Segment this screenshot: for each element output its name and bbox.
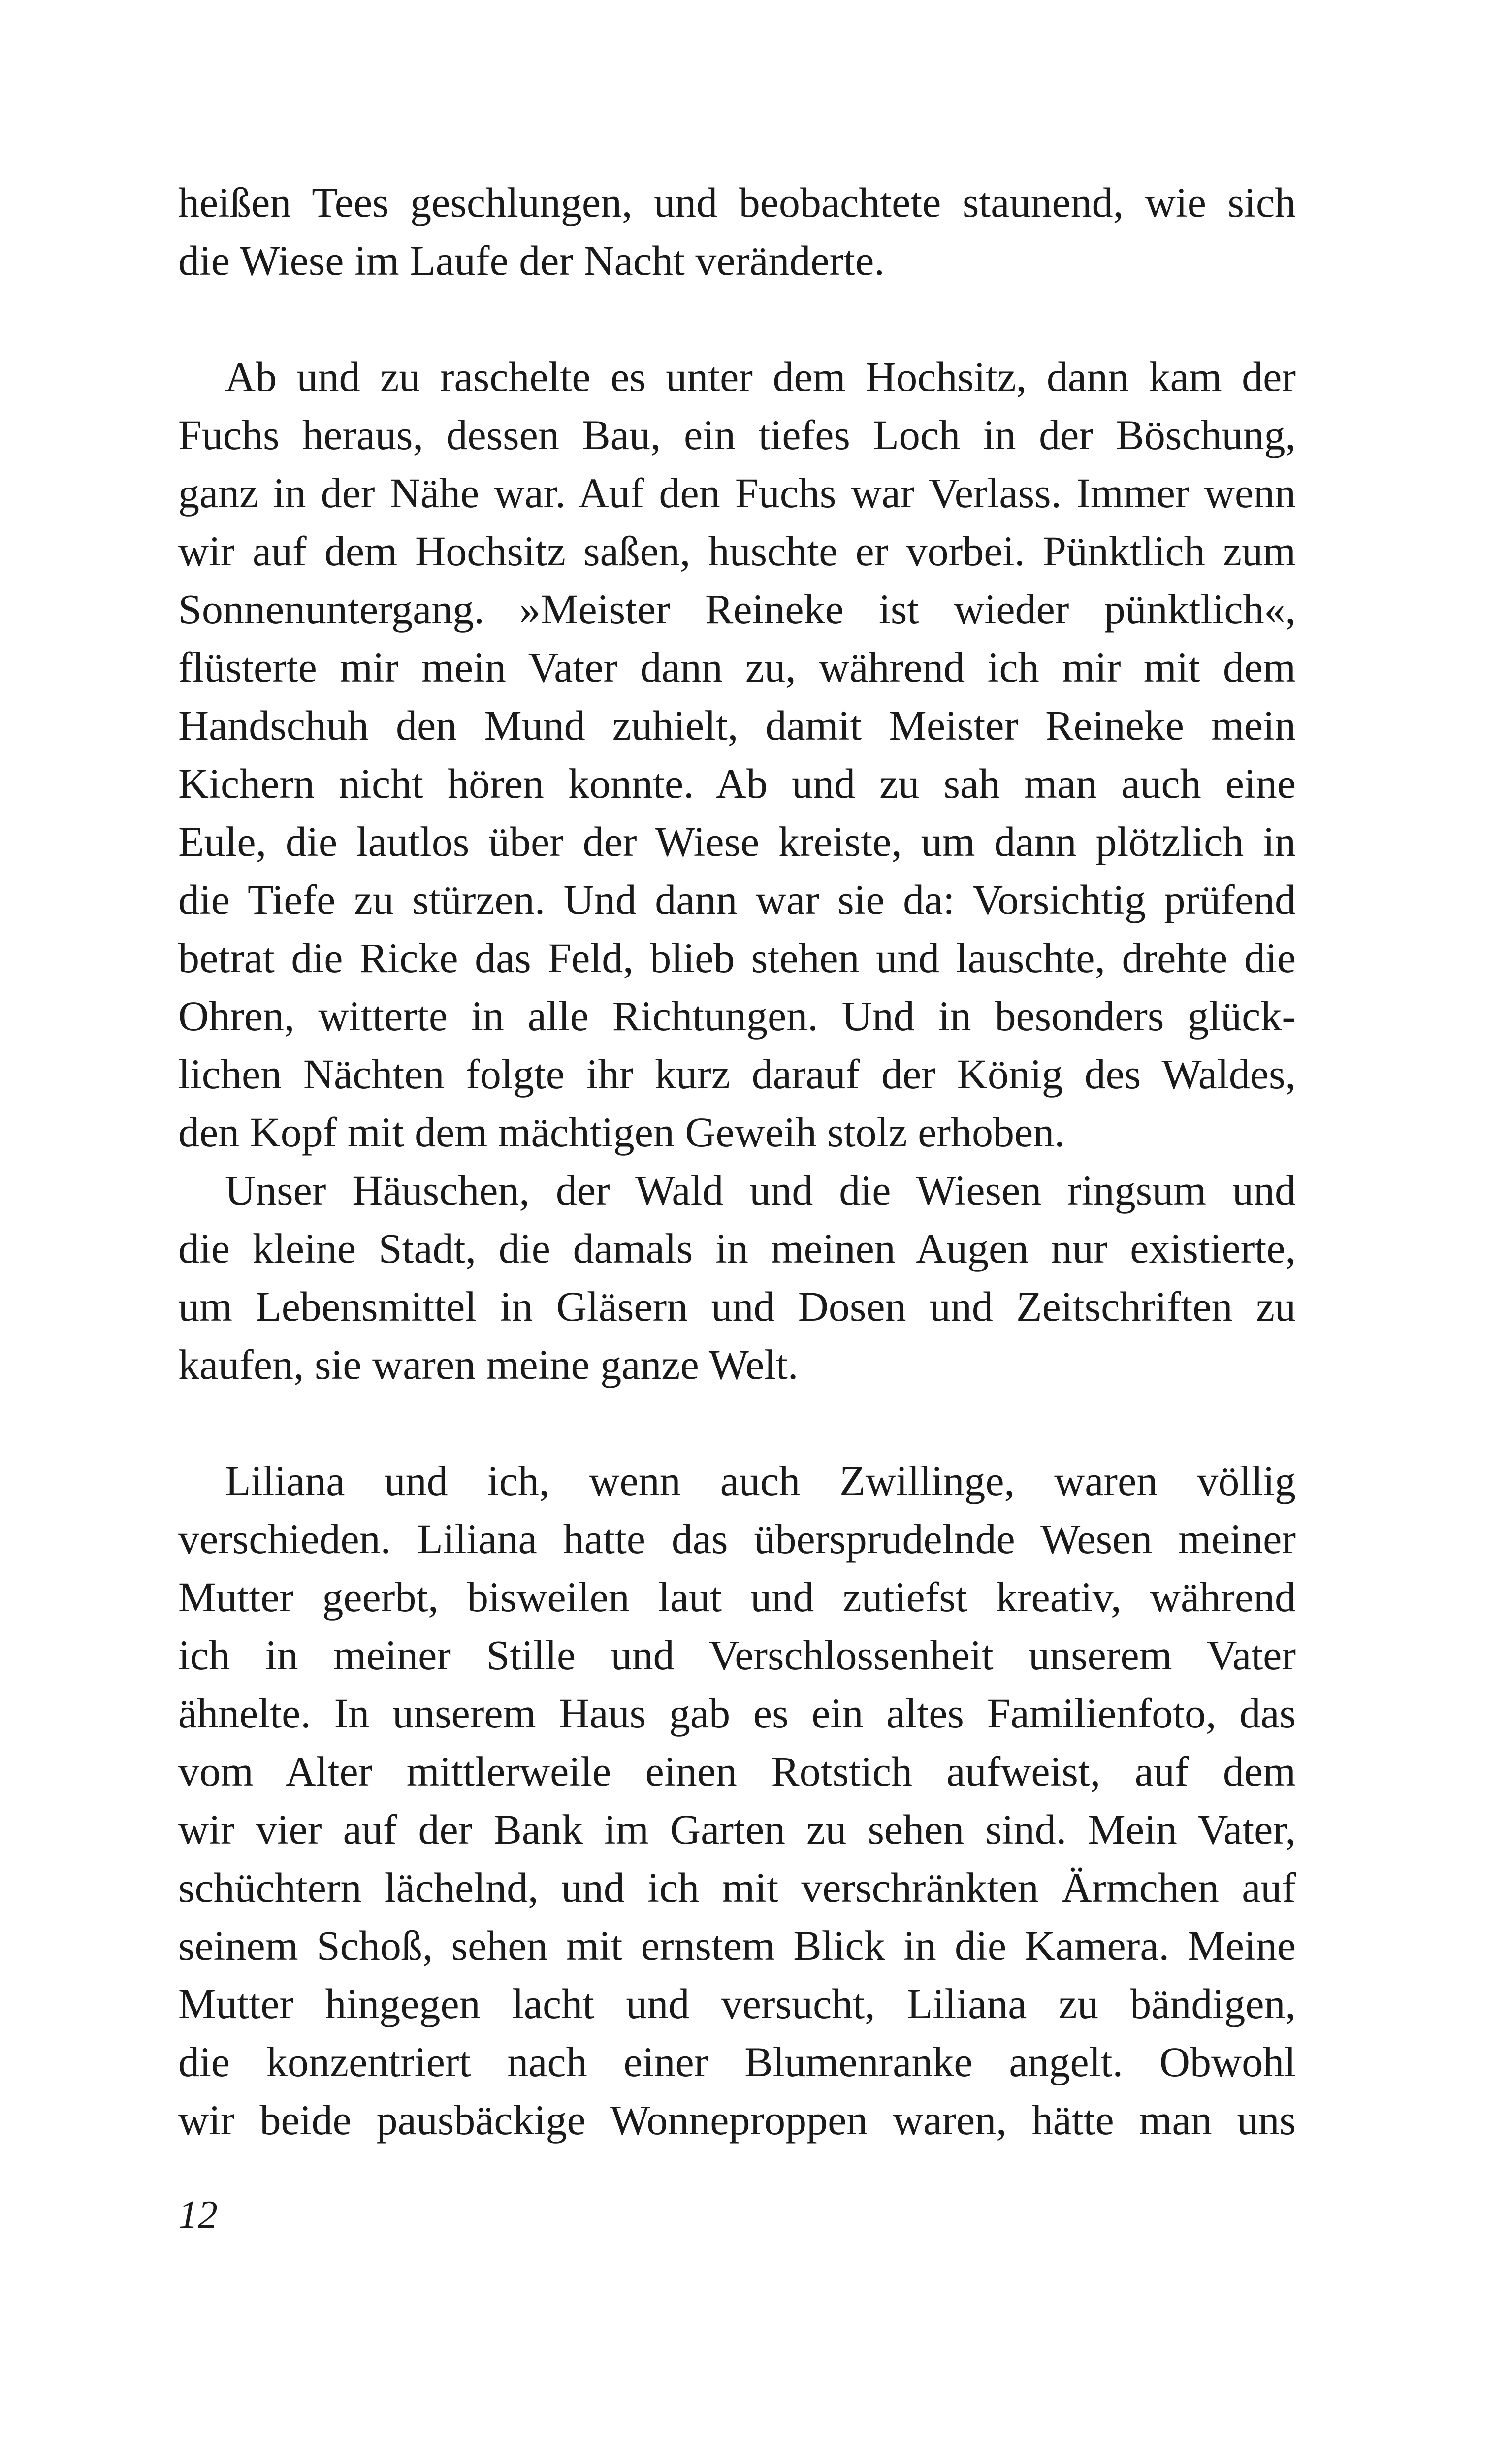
text-line: Ohren, witterte in alle Richtungen. Und in besonders glück-	[178, 992, 1296, 1040]
text-line: flüsterte mir mein Vater dann zu, während ich mir mit dem	[178, 644, 1296, 691]
text-line: lichen Nächten folgte ihr kurz darauf der König des Waldes,	[178, 1050, 1296, 1098]
text-line: ähnelte. In unserem Haus gab es ein altes Familienfoto, das	[178, 1690, 1296, 1737]
text-line: Sonnenuntergang. »Meister Reineke ist wieder pünktlich«,	[178, 586, 1296, 633]
text-line: ganz in der Nähe war. Auf den Fuchs war Verlass. Immer wenn	[178, 469, 1296, 517]
text-line: um Lebensmittel in Gläsern und Dosen und Zeitschriften zu	[178, 1283, 1296, 1330]
text-line: kaufen, sie waren meine ganze Welt.	[178, 1341, 799, 1388]
text-line: Eule, die lautlos über der Wiese kreiste, um dann plötzlich in	[178, 818, 1296, 865]
body-text	[178, 173, 1296, 2149]
text-line: seinem Schoß, sehen mit ernstem Blick in die Kamera. Meine	[178, 1922, 1296, 1969]
text-line: den Kopf mit dem mächtigen Geweih stolz erhoben.	[178, 1108, 1065, 1156]
text-line: die kleine Stadt, die damals in meinen Augen nur existierte,	[178, 1225, 1296, 1272]
text-line: Handschuh den Mund zuhielt, damit Meister Reineke mein	[178, 702, 1296, 749]
text-line: Ab und zu raschelte es unter dem Hochsitz, dann kam der	[225, 353, 1296, 400]
text-line: heißen Tees geschlungen, und beobachtete staunend, wie sich	[178, 179, 1296, 226]
text-line: Fuchs heraus, dessen Bau, ein tiefes Loch in der Böschung,	[178, 411, 1296, 458]
text-line: Mutter hingegen lacht und versucht, Liliana zu bändigen,	[178, 1980, 1296, 2027]
text-line: wir auf dem Hochsitz saßen, huschte er vorbei. Pünktlich zum	[178, 527, 1296, 575]
text-line: ich in meiner Stille und Verschlossenheit unserem Vater	[178, 1631, 1296, 1679]
text-line: die konzentriert nach einer Blumenranke angelt. Obwohl	[178, 2038, 1296, 2085]
section-break	[178, 290, 1296, 348]
text-line: die Wiese im Laufe der Nacht veränderte.	[178, 237, 885, 284]
text-line: Unser Häuschen, der Wald und die Wiesen ringsum und	[225, 1167, 1296, 1214]
text-line: vom Alter mittlerweile einen Rotstich aufweist, auf dem	[178, 1748, 1296, 1795]
text-line: Kichern nicht hören konnte. Ab und zu sah man auch eine	[178, 760, 1296, 807]
page-number: 12	[178, 2193, 218, 2237]
text-line: wir vier auf der Bank im Garten zu sehen sind. Mein Vater,	[178, 1806, 1296, 1853]
text-line: Liliana und ich, wenn auch Zwillinge, waren völlig	[225, 1457, 1296, 1504]
text-line: schüchtern lächelnd, und ich mit verschränkten Ärmchen auf	[178, 1864, 1296, 1911]
text-line: wir beide pausbäckige Wonneproppen waren, hätte man uns	[178, 2096, 1296, 2144]
text-line: Mutter geerbt, bisweilen laut und zutiefst kreativ, während	[178, 1573, 1296, 1621]
text-line: verschieden. Liliana hatte das übersprudelnde Wesen meiner	[178, 1515, 1296, 1563]
text-line: die Tiefe zu stürzen. Und dann war sie da: Vorsichtig prüfend	[178, 876, 1296, 923]
section-break	[178, 1394, 1296, 1452]
text-line: betrat die Ricke das Feld, blieb stehen und lauschte, drehte die	[178, 934, 1296, 981]
